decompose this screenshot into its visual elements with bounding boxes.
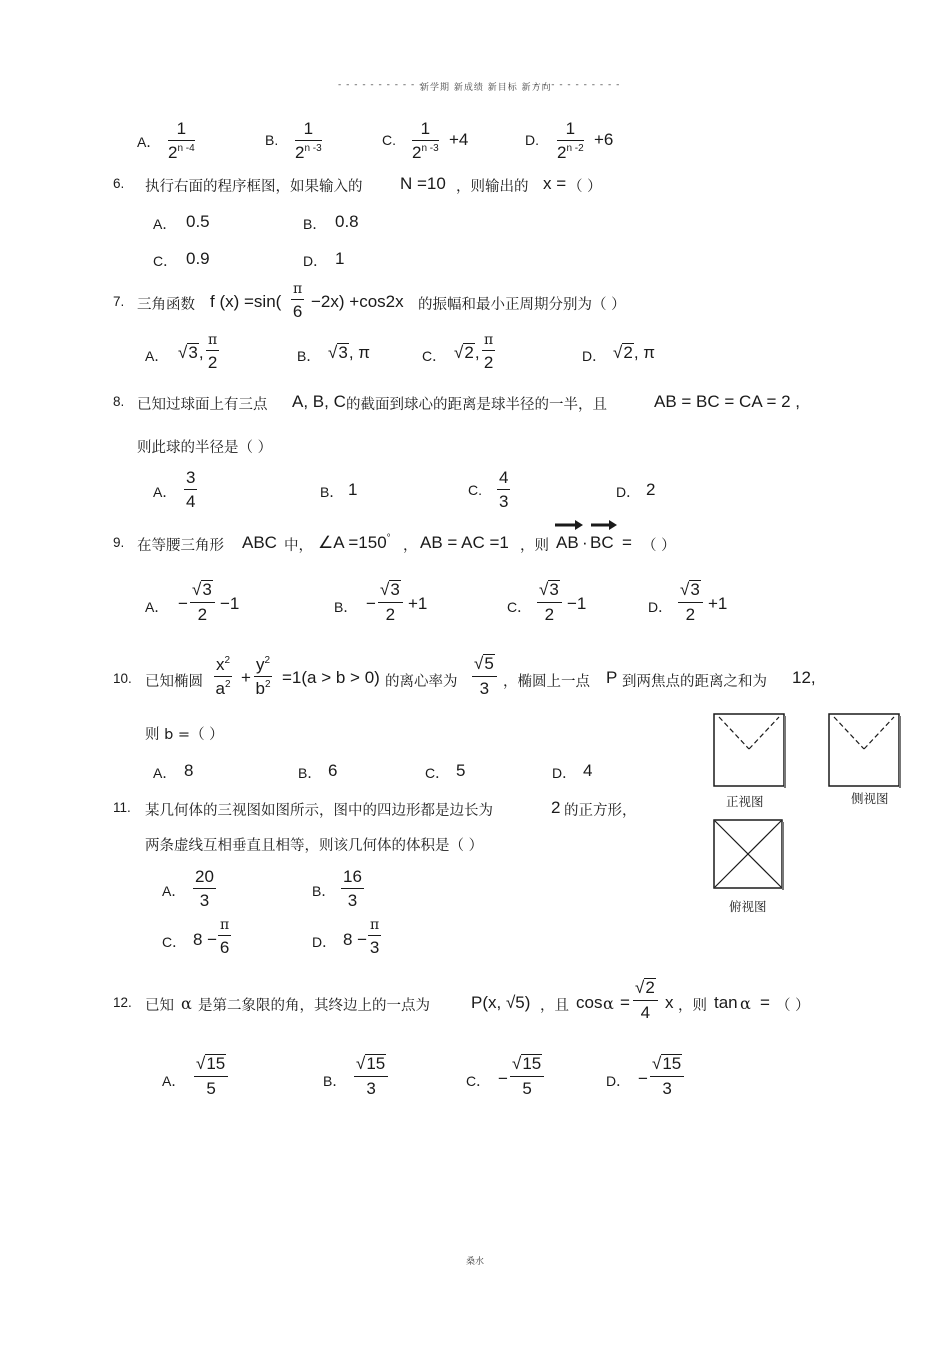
- top-view-figure: [713, 819, 785, 891]
- q11-C-pre: 8 −: [193, 930, 218, 949]
- q9-C-fraction: $\frac{√3}{2}$: [537, 580, 562, 623]
- q7-f-left: f (x) =sin(: [210, 292, 282, 311]
- q12-A-fraction: $\frac{√15}{5}$: [194, 1054, 228, 1097]
- q6-C-value: 0.9: [186, 249, 210, 268]
- q10-condition: =1(a > b > 0): [282, 668, 380, 687]
- q12-cos: cos: [576, 993, 603, 1012]
- q9-triangle: ABC: [242, 533, 277, 552]
- q12-alpha: α: [181, 994, 192, 1013]
- q10-D-label: D．: [552, 765, 577, 781]
- q7-text2: 的振幅和最小正周期分别为（ ）: [418, 297, 626, 313]
- q9-paren: （ ）: [642, 538, 676, 554]
- q6-number: 6.: [113, 176, 125, 191]
- q12-x: x: [665, 993, 674, 1012]
- q12-B-fraction: $\frac{√15}{3}$: [354, 1054, 388, 1097]
- q10-B-value: 6: [328, 761, 338, 780]
- q10-text3: ，椭圆上一点: [503, 674, 590, 690]
- top-view-caption: 俯视图: [729, 899, 767, 914]
- q6-C-label: C．: [153, 253, 178, 269]
- q6-A-value: 0.5: [186, 212, 210, 231]
- q12-C-label: C．: [466, 1073, 491, 1089]
- q12-D-fraction: $\frac{√15}{3}$: [650, 1054, 684, 1097]
- q8-A-label: A．: [153, 484, 177, 500]
- q8-expr: AB = BC = CA = 2 ,: [654, 392, 800, 411]
- q12-text1: 已知: [145, 998, 174, 1014]
- q6-B-value: 0.8: [335, 212, 359, 231]
- q10-x-fraction: $\frac{x^2}{a^2}$: [215, 655, 231, 698]
- q11-line2: 两条虚线互相垂直且相等，则该几何体的体积是（ ）: [145, 838, 484, 854]
- q12-text2: 是第二象限的角，其终边上的一点为: [198, 998, 430, 1014]
- q9-B-tail: +1: [408, 594, 428, 613]
- q6-D-label: D．: [303, 253, 328, 269]
- q9-equals: =: [622, 533, 632, 552]
- q8-A-fraction: $\frac{3}{4}$: [186, 468, 196, 511]
- q7-D-label: D．: [582, 348, 607, 364]
- q9-vector-arrows: [553, 518, 623, 532]
- q12-cos-fraction: $\frac{√2}{4}$: [633, 978, 658, 1021]
- q12-cos-alpha: α: [603, 994, 614, 1013]
- q11-D-fraction: π 3: [369, 917, 380, 957]
- q9-text2: 中，: [284, 538, 313, 554]
- q10-text2: 的离心率为: [385, 674, 458, 690]
- q9-A-tail: −1: [220, 594, 240, 613]
- q9-D-fraction: $\frac{√3}{2}$: [678, 580, 703, 623]
- q11-D-label: D．: [312, 934, 337, 950]
- q5-D-label: D.: [525, 132, 539, 148]
- q6-expr1: N =10: [400, 174, 446, 193]
- q6-D-value: 1: [335, 249, 345, 268]
- q12-D-sign: −: [638, 1069, 648, 1088]
- q5-C-label: C.: [382, 132, 396, 148]
- q9-angle: ∠A =150°: [318, 533, 391, 552]
- q9-vector-BC: BC: [590, 533, 614, 552]
- q7-C-fraction: π 2: [483, 332, 494, 372]
- q9-B-sign: −: [366, 594, 376, 613]
- q5-C-fraction: $\frac{1}{2^{n -3}}$: [412, 119, 439, 162]
- side-view-figure: [828, 713, 902, 789]
- q7-f-right: −2x) +cos2x: [311, 292, 404, 311]
- q7-A-label: A．: [145, 348, 169, 364]
- q5-A-fraction: $\frac{1}{2^{n -4}}$: [168, 119, 195, 162]
- side-view-caption: 侧视图: [851, 791, 889, 806]
- q6-expr2: x =: [543, 174, 567, 193]
- q7-pi-fraction: π 6: [292, 281, 303, 321]
- q11-C-fraction: π 6: [219, 917, 230, 957]
- q10-C-label: C．: [425, 765, 450, 781]
- q12-C-fraction: $\frac{√15}{5}$: [510, 1054, 544, 1097]
- header-text: 新学期 新成绩 新目标 新方向: [420, 83, 552, 93]
- q11-A-label: A．: [162, 883, 186, 899]
- q10-D-value: 4: [583, 761, 593, 780]
- q11-B-fraction: $\frac{16}{3}$: [343, 867, 362, 910]
- q9-vector-AB: AB: [556, 533, 579, 552]
- q8-C-label: C.: [468, 482, 482, 498]
- q6-text1: 执行右面的程序框图，如果输入的: [145, 179, 363, 195]
- q10-e-fraction: $\frac{√5}{3}$: [472, 654, 497, 697]
- q11-B-label: B．: [312, 883, 336, 899]
- q9-text3: ，: [403, 538, 418, 554]
- q7-A-fraction: π 2: [207, 332, 218, 372]
- q10-sum: 12,: [792, 668, 816, 687]
- q8-points: A, B, C: [292, 392, 346, 411]
- q8-B-value: 1: [348, 480, 358, 499]
- q9-text4: ，则: [520, 538, 549, 554]
- q10-line2: 则 b =（ ）: [145, 727, 224, 743]
- q12-equals-2: =: [760, 993, 770, 1012]
- q7-text1: 三角函数: [137, 297, 195, 313]
- q8-number: 8.: [113, 394, 125, 409]
- q7-B-expr: √3, π: [328, 343, 370, 362]
- q11-side: 2: [551, 798, 561, 817]
- q9-A-label: A．: [145, 599, 169, 615]
- front-view-caption: 正视图: [726, 794, 764, 809]
- q8-D-label: D．: [616, 484, 641, 500]
- front-view-figure: [713, 713, 787, 789]
- q9-text1: 在等腰三角形: [137, 538, 224, 554]
- q12-tan: tan: [714, 993, 738, 1012]
- q12-A-label: A．: [162, 1073, 186, 1089]
- q10-y-fraction: $\frac{y^2}{b^2}$: [255, 655, 271, 698]
- q12-text3: ，且: [540, 998, 569, 1014]
- q12-point: P(x, √5): [471, 993, 531, 1012]
- q5-D-tail: +6: [594, 130, 614, 149]
- q12-D-label: D．: [606, 1073, 631, 1089]
- q6-B-label: B．: [303, 216, 327, 232]
- q11-number: 11.: [113, 800, 131, 815]
- q10-B-label: B．: [298, 765, 322, 781]
- q9-equation: AB = AC =1: [420, 533, 509, 552]
- q9-B-label: B．: [334, 599, 358, 615]
- q5-B-fraction: $\frac{1}{2^{n -3}}$: [295, 119, 322, 162]
- q9-D-tail: +1: [708, 594, 728, 613]
- q12-text4: ，则: [678, 998, 707, 1014]
- q8-line2: 则此球的半径是（ ）: [137, 440, 273, 456]
- q12-C-sign: −: [498, 1069, 508, 1088]
- q11-C-label: C．: [162, 934, 187, 950]
- q9-A-sign: −: [178, 594, 188, 613]
- q6-text2: ，则输出的: [456, 179, 529, 195]
- q5-D-fraction: $\frac{1}{2^{n -2}}$: [557, 119, 584, 162]
- q7-C-label: C．: [422, 348, 447, 364]
- q6-paren: （ ）: [568, 179, 602, 195]
- q5-A-label: A．: [137, 134, 161, 150]
- q12-tan-alpha: α: [740, 994, 751, 1013]
- header-right-dashes: - - - - - - - - - - -: [535, 80, 621, 90]
- footer-text: 桑水: [466, 1257, 485, 1267]
- q10-A-value: 8: [184, 761, 194, 780]
- q9-A-fraction: $\frac{√3}{2}$: [190, 580, 215, 623]
- q10-text4: 到两焦点的距离之和为: [622, 674, 767, 690]
- header-left-dashes: - - - - - - - - - - -: [338, 80, 424, 90]
- q9-C-label: C．: [507, 599, 532, 615]
- q10-C-value: 5: [456, 761, 466, 780]
- q9-D-label: D．: [648, 599, 673, 615]
- q9-B-fraction: $\frac{√3}{2}$: [378, 580, 403, 623]
- q9-number: 9.: [113, 535, 125, 550]
- q7-D-expr: √2, π: [613, 343, 655, 362]
- q6-A-label: A．: [153, 216, 177, 232]
- q8-text1: 已知过球面上有三点: [137, 397, 268, 413]
- q8-B-label: B．: [320, 484, 344, 500]
- q9-dot: ·: [582, 533, 588, 552]
- q12-B-label: B．: [323, 1073, 347, 1089]
- q5-B-label: B.: [265, 132, 279, 148]
- q10-plus: +: [241, 668, 251, 687]
- q11-text2: 的正方形，: [564, 803, 637, 819]
- q11-A-fraction: $\frac{20}{3}$: [195, 867, 214, 910]
- q10-P: P: [606, 668, 618, 687]
- q10-number: 10.: [113, 671, 132, 686]
- q12-number: 12.: [113, 995, 132, 1010]
- q5-C-tail: +4: [449, 130, 469, 149]
- q7-B-label: B．: [297, 348, 321, 364]
- q10-text1: 已知椭圆: [145, 674, 203, 690]
- q9-C-tail: −1: [567, 594, 587, 613]
- q8-C-fraction: $\frac{4}{3}$: [499, 468, 509, 511]
- q12-equals: =: [620, 993, 630, 1012]
- q8-D-value: 2: [646, 480, 656, 499]
- q12-paren: （ ）: [776, 998, 810, 1014]
- q8-text2: 的截面到球心的距离是球半径的一半，且: [346, 397, 607, 413]
- q7-C-expr: √2,: [454, 343, 480, 362]
- q10-A-label: A．: [153, 765, 177, 781]
- q7-A-expr: √3,: [178, 343, 204, 362]
- q11-text1: 某几何体的三视图如图所示，图中的四边形都是边长为: [145, 803, 493, 819]
- q7-number: 7.: [113, 294, 125, 309]
- q11-D-pre: 8 −: [343, 930, 368, 949]
